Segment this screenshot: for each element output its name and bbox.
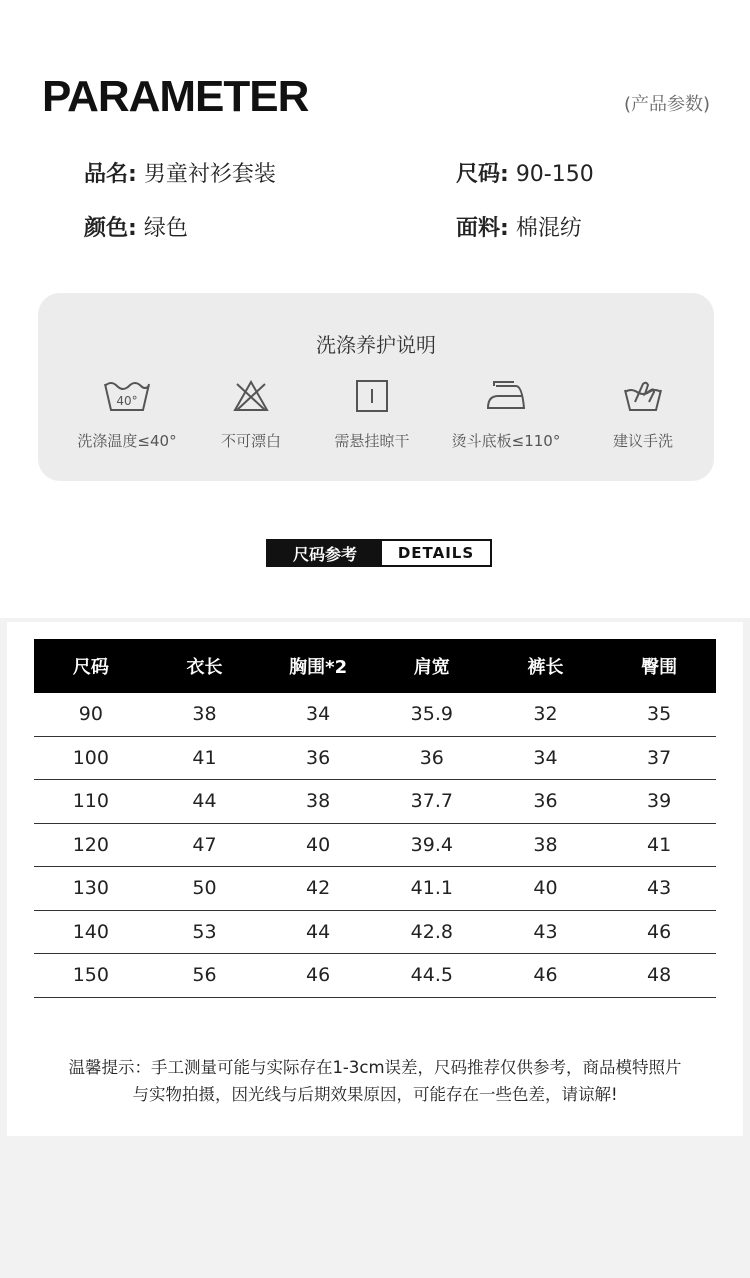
table-cell: 36: [261, 736, 375, 780]
size-table: [34, 639, 716, 998]
param-fabric-label: 面料:: [456, 216, 509, 241]
care-item-iron: [436, 378, 576, 451]
table-cell: 120: [34, 823, 148, 867]
table-cell: 130: [34, 867, 148, 911]
param-size: [456, 157, 594, 188]
table-cell: 41: [148, 736, 262, 780]
table-cell: 37.7: [375, 780, 489, 824]
col-header-chest: 胸围*2: [261, 639, 375, 693]
care-instructions-card: [38, 293, 714, 481]
table-row: [34, 954, 716, 998]
table-cell: 43: [489, 910, 603, 954]
param-color: [84, 211, 188, 242]
page-title: PARAMETER: [42, 72, 309, 121]
table-cell: 44: [148, 780, 262, 824]
param-name-value: 男童衬衫套装: [143, 162, 276, 187]
care-title: 洗涤养护说明: [316, 333, 436, 357]
table-cell: 36: [489, 780, 603, 824]
table-cell: 110: [34, 780, 148, 824]
table-cell: 34: [489, 736, 603, 780]
care-label-hand-wash: 建议手洗: [612, 432, 673, 450]
param-fabric-value: 棉混纺: [515, 216, 582, 241]
table-cell: 39: [602, 780, 716, 824]
size-reference-badge: [266, 539, 492, 567]
care-item-wash: [57, 378, 197, 451]
col-header-hip: 臀围: [602, 639, 716, 693]
table-cell: 140: [34, 910, 148, 954]
col-header-pants-length: 裤长: [489, 639, 603, 693]
table-cell: 32: [489, 693, 603, 736]
col-header-size: 尺码: [34, 639, 148, 693]
table-row: [34, 867, 716, 911]
table-row: [34, 823, 716, 867]
param-color-value: 绿色: [143, 216, 188, 241]
table-cell: 38: [148, 693, 262, 736]
care-label-iron: 烫斗底板≤110°: [451, 432, 561, 450]
size-badge-cn: 尺码参考: [268, 541, 382, 565]
table-cell: 44: [261, 910, 375, 954]
parameter-section: [0, 0, 750, 618]
table-cell: 36: [375, 736, 489, 780]
size-table-header-row: [34, 639, 716, 693]
table-cell: 38: [489, 823, 603, 867]
svg-text:40°: 40°: [116, 394, 138, 408]
hand-wash-icon: [621, 378, 665, 414]
table-cell: 53: [148, 910, 262, 954]
table-cell: 41: [602, 823, 716, 867]
care-label-hang-dry: 需悬挂晾干: [334, 432, 410, 450]
col-header-shoulder: 肩宽: [375, 639, 489, 693]
table-cell: 56: [148, 954, 262, 998]
table-row: [34, 910, 716, 954]
table-cell: 40: [261, 823, 375, 867]
size-badge-en: DETAILS: [397, 544, 475, 562]
table-cell: 46: [602, 910, 716, 954]
care-label-no-bleach: 不可漂白: [220, 432, 281, 450]
table-row: [34, 693, 716, 736]
table-cell: 48: [602, 954, 716, 998]
no-bleach-icon: [231, 378, 271, 414]
care-item-no-bleach: [181, 378, 321, 451]
table-cell: 46: [261, 954, 375, 998]
page-subtitle: (产品参数): [623, 94, 710, 115]
table-cell: 50: [148, 867, 262, 911]
table-cell: 100: [34, 736, 148, 780]
table-cell: 38: [261, 780, 375, 824]
col-header-length: 衣长: [148, 639, 262, 693]
table-row: [34, 780, 716, 824]
table-cell: 44.5: [375, 954, 489, 998]
table-cell: 42: [261, 867, 375, 911]
param-color-label: 颜色:: [84, 216, 137, 241]
table-row: [34, 736, 716, 780]
table-cell: 43: [602, 867, 716, 911]
care-item-hang-dry: [302, 378, 442, 451]
param-fabric: [456, 211, 582, 242]
care-item-hand-wash: [573, 378, 713, 451]
table-cell: 42.8: [375, 910, 489, 954]
table-cell: 90: [34, 693, 148, 736]
measurement-note: [7, 1054, 743, 1108]
table-cell: 40: [489, 867, 603, 911]
param-name-label: 品名:: [84, 162, 137, 187]
care-label-wash: 洗涤温度≤40°: [77, 432, 177, 450]
param-size-label: 尺码:: [456, 162, 509, 187]
table-cell: 41.1: [375, 867, 489, 911]
size-table-panel: [7, 622, 743, 1136]
table-cell: 46: [489, 954, 603, 998]
table-cell: 35: [602, 693, 716, 736]
table-cell: 39.4: [375, 823, 489, 867]
table-cell: 47: [148, 823, 262, 867]
table-cell: 35.9: [375, 693, 489, 736]
table-cell: 34: [261, 693, 375, 736]
note-line-2: 与实物拍摄，因光线与后期效果原因，可能存在一些色差，请谅解!: [132, 1085, 618, 1104]
note-line-1: 温馨提示：手工测量可能与实际存在1-3cm误差，尺码推荐仅供参考，商品模特照片: [68, 1058, 682, 1077]
table-cell: 37: [602, 736, 716, 780]
table-cell: 150: [34, 954, 148, 998]
param-name: [84, 157, 276, 188]
param-size-value: 90-150: [515, 162, 594, 187]
wash-40-icon: [101, 378, 153, 414]
hang-dry-icon: [352, 378, 392, 414]
iron-icon: [484, 378, 528, 414]
